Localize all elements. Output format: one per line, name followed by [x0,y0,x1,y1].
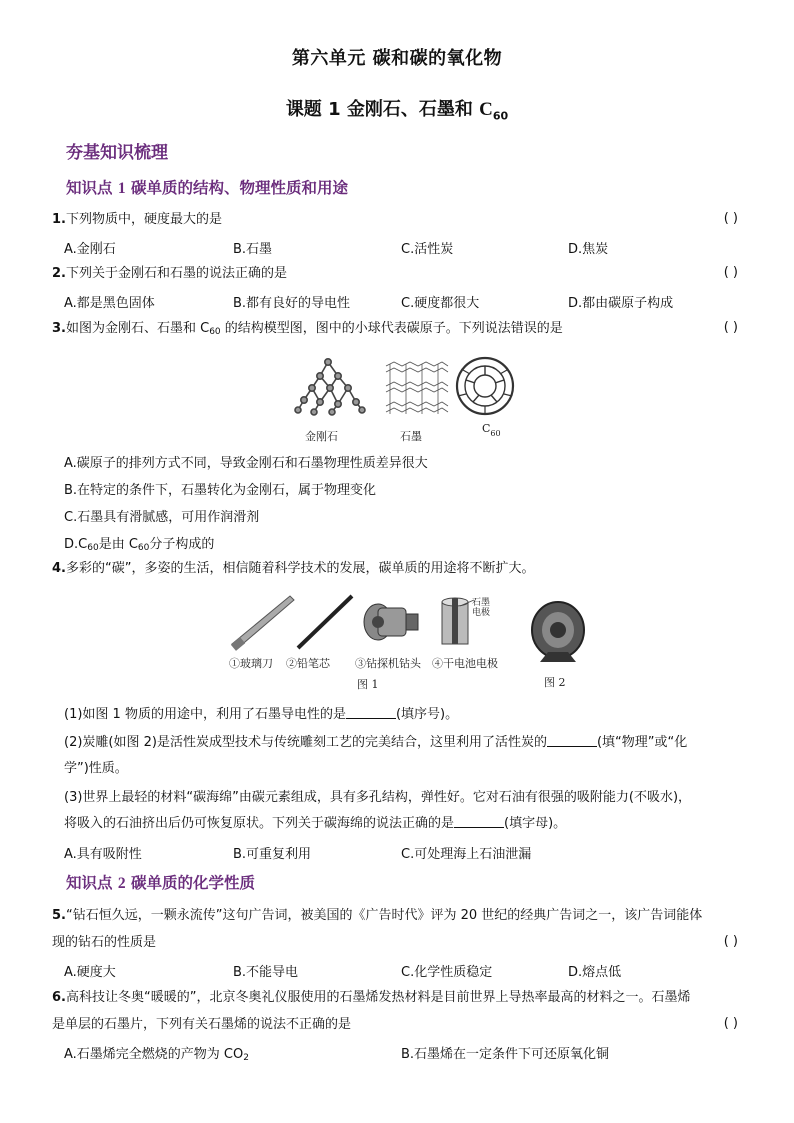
q1-option-d[interactable]: D.焦炭 [568,242,609,257]
q3-optd-c: 分子构成的 [149,537,215,552]
question-1-stem [52,211,742,229]
q2-number: 2. [52,266,66,281]
q4-p2-text-b: (填“物理”或“化 [596,735,688,750]
figure-2-caption: 图 2 [544,676,566,689]
graphite-electrode-label-1: 石墨 [472,598,491,608]
use-label-3: ③钻探机钻头 [355,657,421,670]
use-label-1: ①玻璃刀 [229,657,273,670]
q3-optd-b: 是由 C [98,537,138,552]
lesson-title-sub: 60 [492,109,509,123]
label-c60 [482,422,501,438]
q3-answer-paren[interactable]: ( ) [723,320,738,335]
q3-text-sub: 60 [209,327,221,337]
question-4-stem [52,560,742,578]
q3-optd-sub1: 60 [87,543,99,553]
figure-1-caption: 图 1 [357,678,379,691]
q4-option-b[interactable]: B.可重复利用 [233,847,312,862]
q3-optd-sub2: 60 [137,543,150,553]
q2-text: 下列关于金刚石和石墨的说法正确的是 [65,266,287,281]
q6-opta-sub: 2 [243,1053,249,1063]
label-c60-sub: 60 [490,429,501,438]
pencil-lead-icon [298,596,352,648]
q4-p1-text-a: (1)如图 1 物质的用途中，利用了石墨导电性的是 [64,707,346,722]
lesson-title-c: C [479,99,493,120]
section-title: 夯基知识梳理 [66,143,168,163]
q4-part-1 [64,706,754,724]
q5-text-a: “钻石恒久远，一颗永流传”这句广告词，被美国的《广告时代》评为 20 世纪的经典广告词之一，该广告词能体 [65,908,703,923]
graphite-electrode-label [472,598,490,618]
q2-answer-paren[interactable]: ( ) [723,265,738,280]
q4-p1-blank[interactable] [346,706,396,719]
q3-option-b[interactable]: B.在特定的条件下，石墨转化为金刚石，属于物理变化 [64,483,377,498]
q6-opta-text: A.石墨烯完全燃烧的产物为 CO [64,1047,244,1062]
kp2-label: 知识点 [66,874,118,892]
lesson-title [0,95,794,123]
q3-option-c[interactable]: C.石墨具有滑腻感，可用作润滑剂 [64,510,260,525]
label-graphite: 石墨 [400,430,422,443]
q4-text: 多彩的“碳”，多姿的生活，相信随着科学技术的发展，碳单质的用途将不断扩大。 [65,561,535,576]
q4-part-3: (3)世界上最轻的材料“碳海绵”由碳元素组成，具有多孔结构，弹性好。它对石油有很强的吸附能力(不吸水)， [64,790,692,805]
q6-number: 6. [52,990,66,1005]
q5-option-b[interactable]: B.不能导电 [233,965,299,980]
use-label-2: ②铅笔芯 [286,657,330,670]
carbon-uses-figure [228,590,588,690]
label-diamond: 金刚石 [305,430,338,443]
q1-text: 下列物质中，硬度最大的是 [65,212,222,227]
question-6-stem [52,989,742,1007]
battery-electrode-icon [442,598,474,644]
q3-option-a[interactable]: A.碳原子的排列方式不同，导致金刚石和石墨物理性质差异很大 [64,456,428,471]
carbon-carving-icon [532,602,584,662]
q3-text-b: 的结构模型图，图中的小球代表碳原子。下列说法错误的是 [220,321,563,336]
unit-title: 第六单元 碳和碳的氧化物 [291,48,503,69]
q3-option-d[interactable] [64,533,214,553]
question-3-stem [52,320,742,341]
knowledge-point-2 [66,871,255,893]
q4-part-2 [64,734,754,752]
q6-option-b[interactable]: B.石墨烯在一定条件下可还原氧化铜 [401,1047,610,1062]
kp2-text: 碳单质的化学性质 [125,874,256,892]
c60-structure-icon [457,358,513,414]
q4-option-a[interactable]: A.具有吸附性 [64,847,142,862]
graphite-electrode-label-2: 电极 [472,608,491,618]
q4-part-2-cont: 学”)性质。 [64,761,128,776]
q5-number: 5. [52,908,66,923]
q4-p1-text-b: (填序号)。 [395,707,459,722]
knowledge-point-1 [66,176,348,198]
kp2-num: 2 [117,875,126,892]
q4-p2-blank[interactable] [547,734,597,747]
q4-p2-text-a: (2)炭雕(如图 2)是活性炭成型技术与传统雕刻工艺的完美结合，这里利用了活性炭的 [64,735,547,750]
kp1-num: 1 [117,180,126,197]
q5-option-d[interactable]: D.熔点低 [568,965,622,980]
q4-p3-text-b: 将吸入的石油挤出后仍可恢复原状。下列关于碳海绵的说法正确的是 [64,816,455,831]
q5-option-a[interactable]: A.硬度大 [64,965,116,980]
question-2-stem [52,265,742,283]
q5-answer-paren[interactable]: ( ) [723,934,738,949]
glass-cutter-icon [231,596,294,651]
q2-option-a[interactable]: A.都是黑色固体 [64,296,155,311]
q1-answer-paren[interactable]: ( ) [723,211,738,226]
drill-bit-icon [364,604,418,640]
q3-number: 3. [52,321,66,336]
q4-number: 4. [52,561,66,576]
kp1-text: 碳单质的结构、物理性质和用途 [125,179,349,197]
q5-option-c[interactable]: C.化学性质稳定 [401,965,493,980]
q1-option-b[interactable]: B.石墨 [233,242,273,257]
question-5-stem [52,907,742,925]
q6-answer-paren[interactable]: ( ) [723,1016,738,1031]
diamond-structure-icon [295,359,365,415]
q1-option-a[interactable]: A.金刚石 [64,242,116,257]
label-c60-c: C [482,422,491,435]
graphite-structure-icon [386,362,448,414]
q4-p3-text-c: (填字母)。 [504,816,567,831]
use-label-4: ④干电池电极 [432,657,498,670]
question-5-stem-cont: 现的钻石的性质是 [52,935,157,950]
q3-text-a: 如图为金刚石、石墨和 C [65,321,210,336]
q4-option-c[interactable]: C.可处理海上石油泄漏 [401,847,532,862]
q2-option-c[interactable]: C.硬度都很大 [401,296,480,311]
q4-p3-blank[interactable] [454,815,504,828]
q2-option-d[interactable]: D.都由碳原子构成 [568,296,674,311]
q4-part-3-cont [64,815,754,833]
q6-option-a[interactable] [64,1043,249,1063]
lesson-title-text: 课题 1 金刚石、石墨和 [285,99,480,120]
q1-number: 1. [52,212,66,227]
q6-text-a: 高科技让冬奥“暖暖的”，北京冬奥礼仪服使用的石墨烯发热材料是目前世界上导热率最高的材料之一。石墨烯 [65,990,691,1005]
q1-option-c[interactable]: C.活性炭 [401,242,454,257]
question-6-stem-cont: 是单层的石墨片，下列有关石墨烯的说法不正确的是 [52,1017,352,1032]
q2-option-b[interactable]: B.都有良好的导电性 [233,296,351,311]
q3-optd-a: D.C [64,537,88,552]
kp1-label: 知识点 [66,179,118,197]
